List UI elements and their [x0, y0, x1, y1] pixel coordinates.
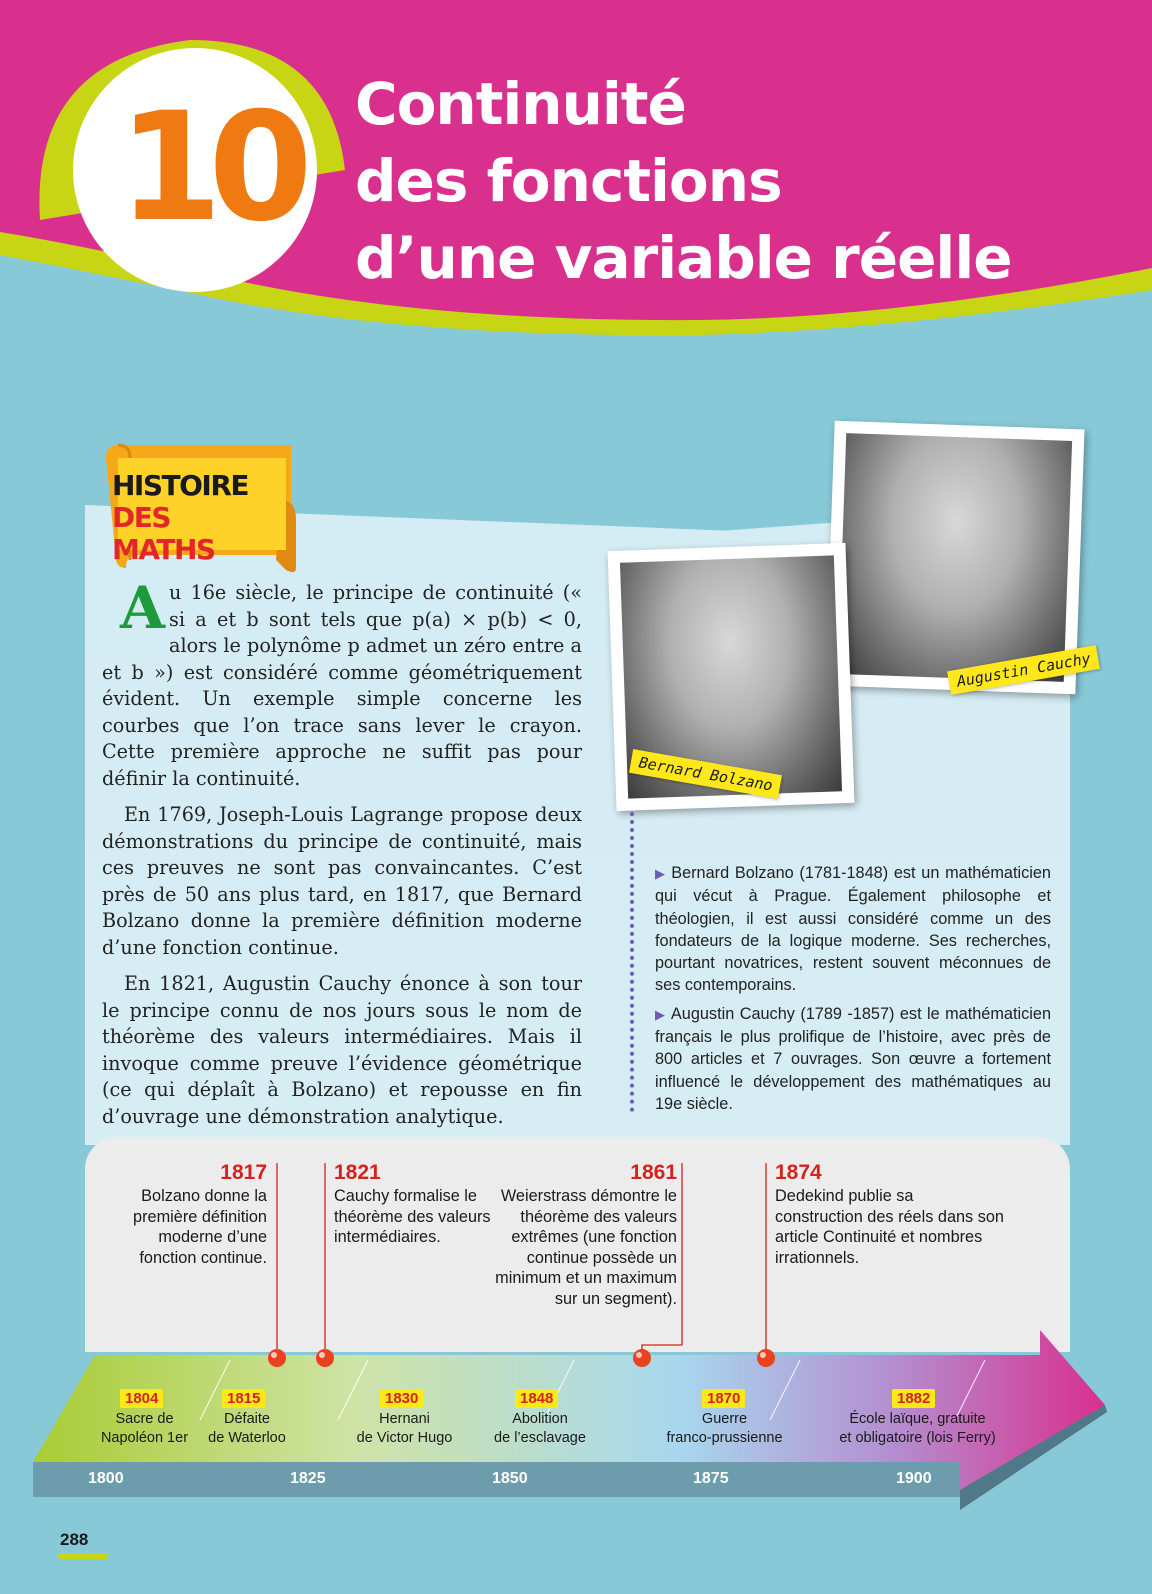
- event-year: 1874: [775, 1161, 822, 1184]
- event-1817: [120, 1160, 267, 1268]
- page-number: 288: [60, 1530, 89, 1549]
- event-1821: [334, 1160, 494, 1248]
- chapter-number: 10: [118, 81, 299, 255]
- event-text: Dedekind publie sa construction des réels dans son article Continuité et nombres irrationnels.: [775, 1187, 1004, 1267]
- small-event-year: 1882: [892, 1389, 935, 1408]
- axis-label: 1850: [492, 1470, 528, 1487]
- banner-line-1: HISTOIRE: [112, 469, 249, 502]
- axis-label: 1800: [88, 1470, 124, 1487]
- history-paragraph-3: En 1821, Augustin Cauchy énonce à son tour le principe connu de nos jours sous le nom de théorème des valeurs intermédiaires. Mais il invoque comme preuve l’évidence géométrique (ce qui déplaît à Bolzano) et repousse en fin d’ouvrage une démonstration analytique.: [102, 972, 582, 1128]
- event-text: Weierstrass démontre le théorème des valeurs extrêmes (une fonction continue possède un minimum et un maximum sur un segment).: [495, 1187, 677, 1308]
- small-event-line: de l’esclavage: [494, 1430, 586, 1446]
- small-event-line: Abolition: [512, 1411, 568, 1427]
- bolzano-caption: Bernard Bolzano: [629, 749, 782, 799]
- title-line-1: Continuité: [355, 70, 686, 138]
- small-event-line: Hernani: [379, 1411, 430, 1427]
- axis-label: 1875: [693, 1470, 729, 1487]
- small-event-line: Sacre de: [115, 1411, 174, 1427]
- bio-bolzano-text: Bernard Bolzano (1781-1848) est un mathématicien qui vécut à Prague. Également philosophe et théologien, il est aussi considéré comme un des fondateurs de la logique moderne. Ses recherches, pourtant novatrices, restent souvent méconnues de ses contemporains.: [655, 864, 1051, 995]
- event-1874: [775, 1160, 1005, 1268]
- small-event-line: de Waterloo: [208, 1430, 286, 1446]
- small-event-1848: [485, 1410, 595, 1448]
- small-event-1815: [197, 1410, 297, 1448]
- title-line-2: des fonctions: [355, 147, 782, 215]
- small-event-line: de Victor Hugo: [356, 1430, 453, 1446]
- small-event-year: 1815: [222, 1389, 265, 1408]
- history-paragraph-2: En 1769, Joseph-Louis Lagrange propose deux démonstrations du principe de continuité, mais ces preuves ne sont pas convaincantes. C’est près de 50 ans plus tard, en 1817, que Bernard Bolzano donne la première définition moderne d’une fonction continue.: [102, 803, 582, 959]
- event-year: 1821: [334, 1161, 381, 1184]
- small-event-line: École laïque, gratuite: [849, 1411, 986, 1427]
- small-event-1882: [830, 1410, 1005, 1448]
- small-event-year: 1848: [515, 1389, 558, 1408]
- event-text: Bolzano donne la première définition moderne d’une fonction continue.: [133, 1187, 267, 1267]
- page-number-underline: [58, 1553, 108, 1559]
- event-year: 1861: [630, 1161, 677, 1184]
- bio-cauchy-text: Augustin Cauchy (1789 -1857) est le mathématicien français le plus prolifique de l’histoire, avec près de 800 articles et 7 ouvrages. Son œuvre a fortement influencé le développement des mathématiques au 19e siècle.: [655, 1004, 1051, 1113]
- triangle-bullet-icon: ▶: [655, 866, 667, 881]
- event-1861: [492, 1160, 677, 1309]
- dropcap: A: [120, 574, 166, 642]
- small-event-year: 1830: [380, 1389, 423, 1408]
- small-event-line: Guerre: [701, 1411, 748, 1427]
- small-event-line: Napoléon 1er: [100, 1430, 189, 1446]
- small-event-1870: [662, 1410, 787, 1448]
- title-line-3: d’une variable réelle: [355, 224, 1012, 292]
- cauchy-caption: Augustin Cauchy: [947, 645, 1100, 695]
- axis-label: 1825: [290, 1470, 326, 1487]
- axis-label: 1900: [896, 1470, 932, 1487]
- event-year: 1817: [220, 1161, 267, 1184]
- small-event-line: et obligatoire (lois Ferry): [839, 1430, 996, 1446]
- small-event-year: 1870: [702, 1389, 745, 1408]
- small-event-1830: [347, 1410, 462, 1448]
- event-text: Cauchy formalise le théorème des valeurs intermédiaires.: [334, 1187, 491, 1246]
- triangle-bullet-icon: ▶: [655, 1006, 666, 1022]
- small-event-line: franco-prussienne: [666, 1430, 783, 1446]
- small-event-year: 1804: [120, 1389, 163, 1408]
- small-event-1804: [92, 1410, 197, 1448]
- history-paragraph-1-text: u 16e siècle, le principe de continuité (« si a et b sont tels que p(a) × p(b) < 0, alors le polynôme p admet un zéro entre a et b ») est considéré comme géométriquement évident. Un exemple simple concerne les courbes que l’on trace sans lever le crayon. Cette première approche ne suffit pas pour définir la continuité.: [102, 581, 582, 790]
- small-event-line: Défaite: [224, 1411, 270, 1427]
- banner-line-2: DES MATHS: [112, 501, 215, 566]
